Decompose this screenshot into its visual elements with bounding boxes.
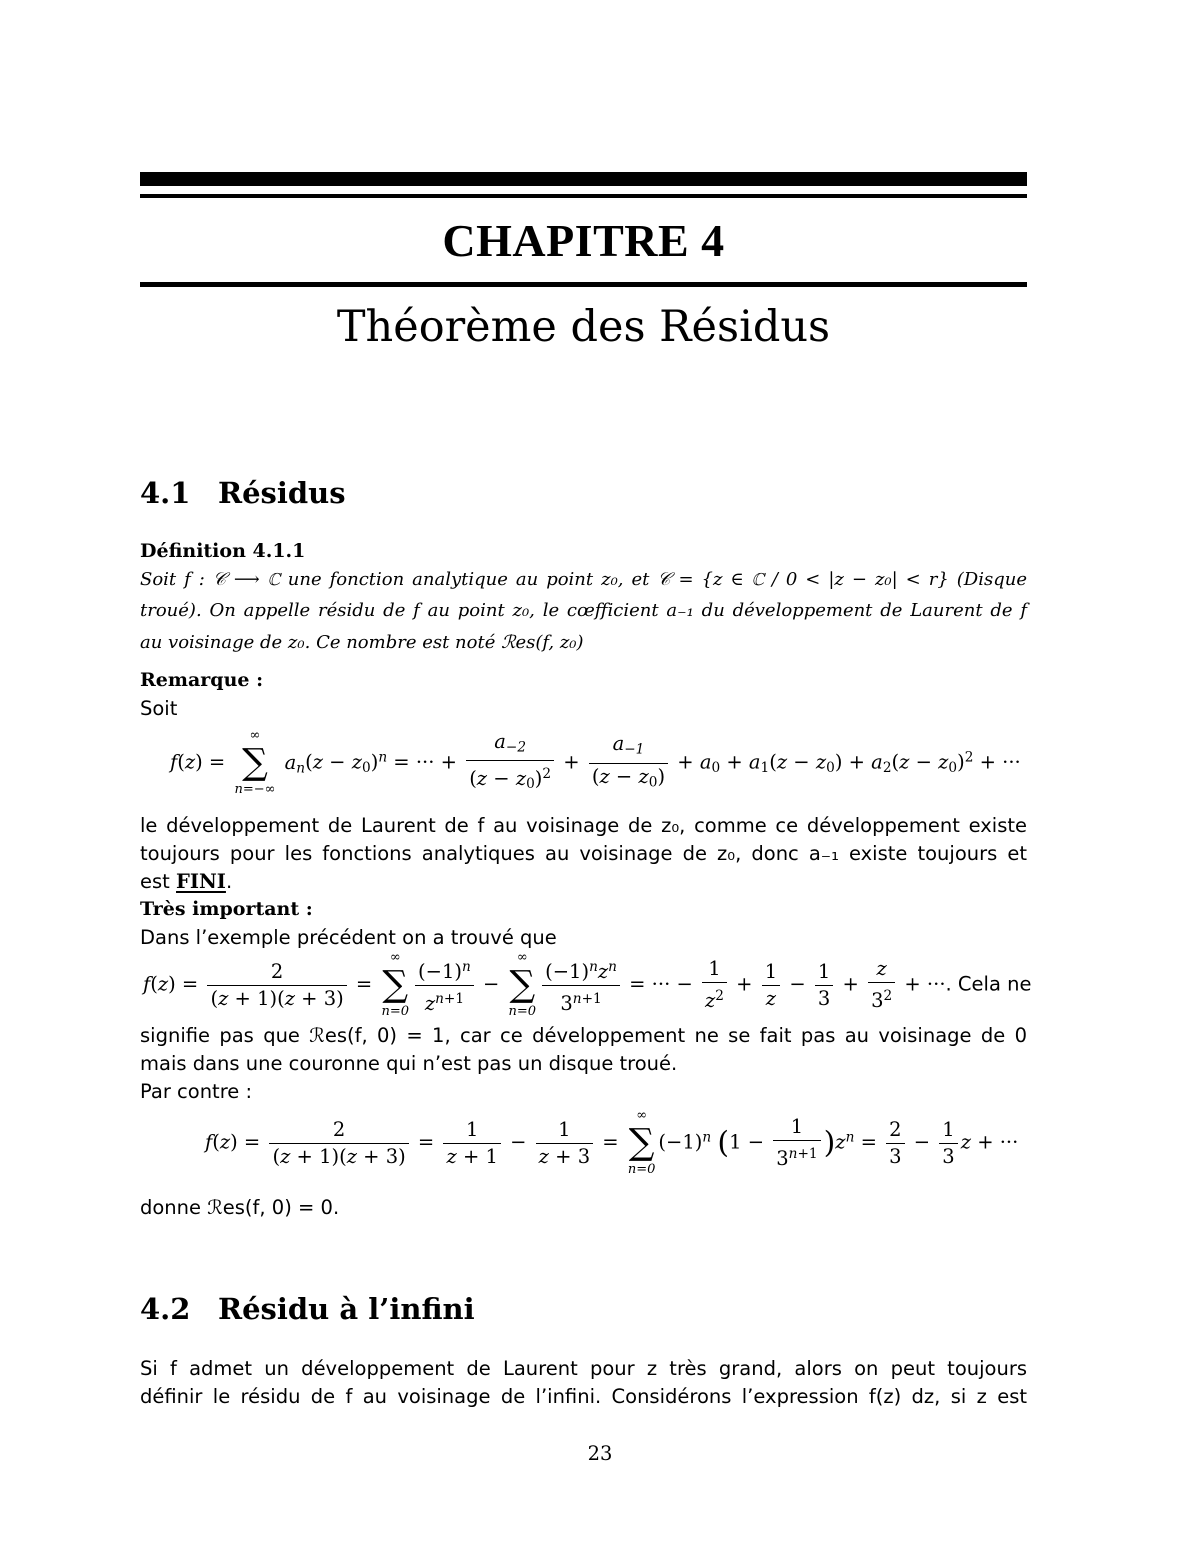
important-line: signifie pas que ℛes(f, 0) = 1, car ce développement ne se fait pas au voisinage de 0 bbox=[140, 1024, 1027, 1047]
conclusion-line: donne ℛes(f, 0) = 0. bbox=[140, 1196, 340, 1219]
chapter-label: CHAPITRE 4 bbox=[442, 215, 725, 266]
section-heading bbox=[140, 476, 346, 510]
definition-line: au voisinage de z₀. Ce nombre est noté ℛes(f, z₀) bbox=[140, 632, 584, 653]
chapter-rule bbox=[140, 282, 1027, 287]
top-thick-rule bbox=[140, 172, 1027, 186]
important-line: mais dans une couronne qui n’est pas un disque troué. bbox=[140, 1052, 678, 1075]
par-contre-label: Par contre : bbox=[140, 1080, 253, 1103]
top-thin-rule bbox=[140, 194, 1027, 198]
important-intro: Dans l’exemple précédent on a trouvé que bbox=[140, 926, 557, 949]
remark-paragraph-line: le développement de Laurent de f au voisinage de z₀, comme ce développement existe bbox=[140, 814, 1027, 837]
section-heading bbox=[140, 1292, 475, 1326]
remark-paragraph-line: toujours pour les fonctions analytiques au voisinage de z₀, donc a₋₁ existe toujours et bbox=[140, 842, 1027, 865]
section-number: 4.1 bbox=[140, 476, 191, 510]
definition-heading: Définition 4.1.1 bbox=[140, 540, 306, 562]
definition-line: Soit f : 𝒞 ⟶ ℂ une fonction analytique au point z₀, et 𝒞 = {z ∈ ℂ / 0 < |z − z₀| < r} (Disque bbox=[140, 569, 1027, 590]
chapter-title: Théorème des Résidus bbox=[336, 302, 831, 352]
section-title: Résidus bbox=[218, 476, 346, 510]
laurent-series-equation: f(z) = ∞ ∑ n=−∞ $a_n(z - z_0)^n$ = ··· + $\frac{a_{-2}}{(z - z_0)^2}$ + $\frac{a_{-1}}{(z - z_0)}$ + $a_0 + a_1(z - z_0) + a_2(z - z_0)^2$ + ··· bbox=[170, 728, 1021, 797]
important-heading: Très important : bbox=[140, 898, 313, 920]
section-number: 4.2 bbox=[140, 1292, 191, 1326]
page-number: 23 bbox=[587, 1442, 613, 1465]
remark-intro: Soit bbox=[140, 697, 178, 720]
section-title: Résidu à l’infini bbox=[218, 1292, 475, 1326]
definition-line: troué). On appelle résidu de f au point z₀, le cœfficient a₋₁ du développement de Laurent de f bbox=[140, 600, 1027, 621]
emphasis-fini: FINI bbox=[176, 870, 226, 893]
remark-paragraph-line: est FINI. bbox=[140, 870, 233, 893]
series-expansion-equation: f(z) = $\frac{2}{(z + 1)(z + 3)}$ = ∞ ∑ n=0 $\frac{(-1)^n}{z^{n+1}}$ − ∞ ∑ n=0 $\frac{(-1)^nz^n}{3^{n+1}}$ = ··· − $\frac{1}{z^2}$ + $\frac{1}{z}$ − $\frac{1}{3}$ + $\frac{z}{3^2}$ + ···. Cela ne bbox=[143, 950, 1032, 1019]
section2-line: définir le résidu de f au voisinage de l’infini. Considérons l’expression f(z) dz, si z est bbox=[140, 1385, 1027, 1408]
section2-line: Si f admet un développement de Laurent pour z très grand, alors on peut toujours bbox=[140, 1357, 1027, 1380]
partial-fraction-equation: f(z) = $\frac{2}{(z + 1)(z + 3)}$ = $\frac{1}{z + 1}$ − $\frac{1}{z + 3}$ = ∞ ∑ n=0 $(-1)^n$ (1 − $\frac{1}{3^{n+1}}$ )$z^n$ = $\frac{2}{3}$ − $\frac{1}{3}$ z + ··· bbox=[205, 1108, 1019, 1177]
remark-heading: Remarque : bbox=[140, 669, 264, 691]
